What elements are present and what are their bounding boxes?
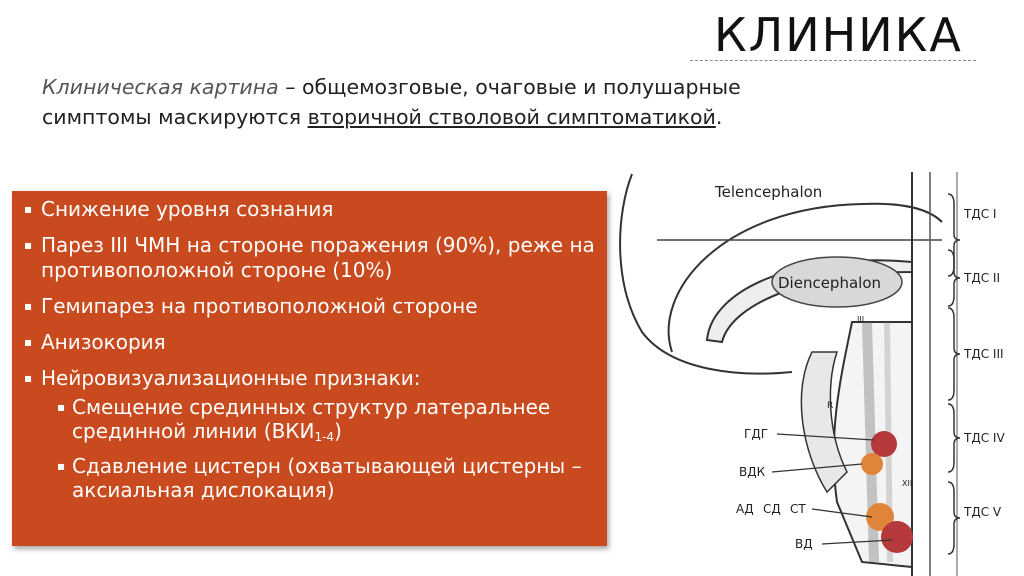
- list-item: [12, 197, 607, 222]
- title-divider: [690, 60, 976, 61]
- list-item-text: Парез III ЧМН на стороне поражения (90%), реже на противоположной стороне (10%): [41, 233, 595, 282]
- lead-underlined: вторичной стволовой симптоматикой: [307, 105, 716, 129]
- label-diencephalon: Diencephalon: [778, 274, 882, 292]
- sub-list-item: [12, 454, 607, 502]
- label-sd: СД: [763, 502, 781, 516]
- lesion-2: [861, 453, 883, 475]
- label-xii: XII: [902, 479, 913, 488]
- lesion-4: [881, 521, 913, 553]
- sub-list-item-end: ): [334, 419, 342, 443]
- bullet-icon: ▪: [57, 400, 66, 414]
- bullet-icon: ▪: [24, 335, 33, 349]
- label-r: R: [827, 401, 834, 411]
- bullet-icon: ▪: [24, 371, 33, 385]
- label-ad: АД: [736, 502, 754, 516]
- lesion-1: [871, 431, 897, 457]
- list-item-text: Нейровизуализационные признаки:: [41, 366, 421, 390]
- list-item: [12, 330, 607, 355]
- list-item: [12, 366, 607, 391]
- label-tds-4: ТДС IV: [964, 431, 1005, 445]
- bullet-icon: ▪: [57, 459, 66, 473]
- lead-text: – общемозговые, очаговые и полушарные симптомы маскируются: [42, 75, 741, 129]
- list-item-text: Гемипарез на противоположной стороне: [41, 294, 478, 318]
- lead-end: .: [715, 105, 723, 129]
- label-tds-1: ТДС I: [964, 207, 997, 221]
- list-item-text: Снижение уровня сознания: [41, 197, 334, 221]
- symptom-list: [12, 191, 607, 502]
- sub-list-item-text: Смещение срединных структур латеральнее срединной линии (ВКИ: [72, 395, 551, 443]
- symptoms-box: [12, 191, 607, 546]
- sub-list-item: [12, 395, 607, 449]
- label-telencephalon: Telencephalon: [715, 183, 823, 201]
- list-item: [12, 294, 607, 319]
- bullet-icon: ▪: [24, 299, 33, 313]
- label-st: СТ: [790, 502, 806, 516]
- label-gdg: ГДГ: [744, 427, 769, 441]
- label-tds-3: ТДС III: [964, 347, 1004, 361]
- list-item: [12, 233, 607, 283]
- subscript: 1-4: [314, 430, 335, 444]
- sub-list-item-text: Сдавление цистерн (охватывающей цистерны – аксиальная дислокация): [72, 454, 582, 502]
- brain-herniation-diagram: [612, 172, 1022, 576]
- list-item-text: Анизокория: [41, 330, 166, 354]
- slide-title: КЛИНИКА: [714, 8, 963, 62]
- skull-outline: [620, 174, 792, 374]
- label-vd: ВД: [795, 537, 813, 551]
- bullet-icon: ▪: [24, 202, 33, 216]
- bullet-icon: ▪: [24, 238, 33, 252]
- label-iii: III: [857, 315, 865, 324]
- lead-paragraph: [42, 72, 762, 132]
- label-vdk: ВДК: [739, 465, 766, 479]
- label-tds-5: ТДС V: [964, 505, 1002, 519]
- label-tds-2: ТДС II: [964, 271, 1000, 285]
- lead-italic: Клиническая картина: [42, 75, 279, 99]
